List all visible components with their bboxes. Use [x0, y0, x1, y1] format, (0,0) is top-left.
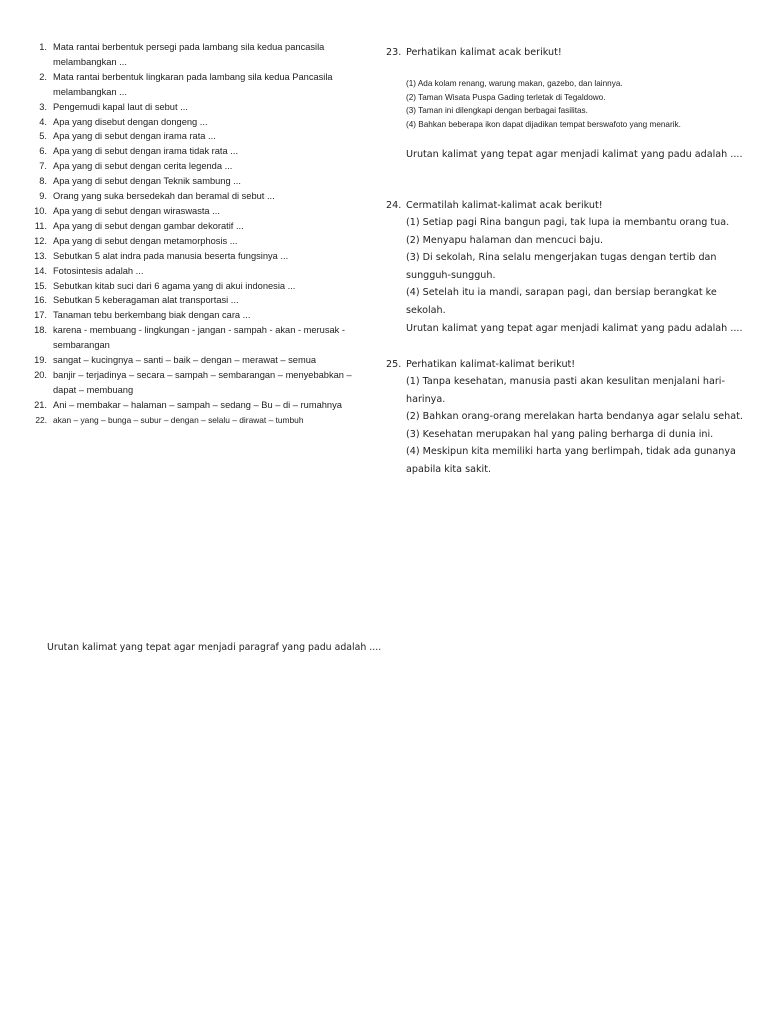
- question-number: 23.: [386, 47, 402, 58]
- question-24: [386, 197, 746, 337]
- question-item: [28, 293, 364, 308]
- question-item: [28, 115, 364, 130]
- sentence: (2) Menyapu halaman dan mencuci baju.: [406, 234, 604, 246]
- question-item: [28, 413, 364, 428]
- question-number: 17.: [34, 310, 47, 321]
- question-text: Sebutkan 5 alat indra pada manusia beserta fungsinya ...: [53, 250, 289, 261]
- question-item: [28, 204, 364, 219]
- question-number: 14.: [34, 265, 47, 276]
- question-item: [28, 368, 364, 398]
- sentence: (3) Kesehatan merupakan hal yang paling berharga di dunia ini.: [406, 428, 714, 440]
- question-item: [28, 308, 364, 323]
- sentence: (4) Setelah itu ia mandi, sarapan pagi, dan bersiap berangkat ke sekolah.: [406, 287, 717, 316]
- question-item: [28, 159, 364, 174]
- question-item: [28, 279, 364, 294]
- sentence: (3) Di sekolah, Rina selalu mengerjakan tugas dengan tertib dan sungguh-sungguh.: [406, 252, 717, 281]
- question-number: 6.: [39, 146, 47, 157]
- question-text: Mata rantai berbentuk lingkaran pada lambang sila kedua Pancasila melambangkan ...: [53, 71, 333, 97]
- question-number: 7.: [39, 161, 47, 172]
- question-text: Apa yang di sebut dengan metamorphosis ...: [53, 235, 238, 246]
- question-title: Cermatilah kalimat-kalimat acak berikut!: [406, 200, 603, 211]
- question-text: Mata rantai berbentuk persegi pada lambang sila kedua pancasila melambangkan ...: [53, 42, 325, 67]
- question-text: Apa yang di sebut dengan irama tidak rata ...: [53, 146, 239, 157]
- question-item: [28, 249, 364, 264]
- question-item: [28, 264, 364, 279]
- question-text: Apa yang di sebut dengan irama rata ...: [53, 131, 216, 142]
- sentence: (4) Bahkan beberapa ikon dapat dijadikan tempat berswafoto yang menarik.: [406, 119, 681, 129]
- question-item: [28, 70, 364, 100]
- question-number: 4.: [39, 116, 47, 127]
- question-text: Orang yang suka bersedekah dan beramal di sebut ...: [53, 191, 275, 202]
- question-text: Sebutkan kitab suci dari 6 agama yang di akui indonesia ...: [53, 280, 296, 291]
- question-number: 22.: [35, 414, 47, 425]
- question-item: [28, 100, 364, 115]
- question-number: 8.: [39, 176, 47, 187]
- question-number: 13.: [34, 250, 47, 261]
- question-item: [28, 398, 364, 413]
- question-text: Fotosintesis adalah ...: [53, 265, 144, 276]
- question-25: [386, 356, 746, 479]
- sentence-list: [406, 77, 746, 131]
- question-number: 24.: [386, 200, 402, 211]
- question-text: karena - membuang - lingkungan - jangan - sampah - akan - merusak - sembarangan: [53, 325, 345, 351]
- question-item: [28, 174, 364, 189]
- question-item: [28, 323, 364, 353]
- question-number: 18.: [34, 325, 47, 336]
- paragraph-instruction: Urutan kalimat yang tepat agar menjadi paragraf yang padu adalah ....: [47, 642, 382, 653]
- question-item: [28, 353, 364, 368]
- sentence: (3) Taman ini dilengkapi dengan berbagai fasilitas.: [406, 106, 588, 115]
- question-number: 16.: [34, 295, 47, 306]
- question-number: 19.: [34, 355, 47, 366]
- question-number: 15.: [34, 280, 47, 291]
- question-number: 25.: [386, 359, 402, 370]
- question-item: [28, 40, 364, 70]
- question-number: 12.: [34, 235, 47, 246]
- question-text: Apa yang di sebut dengan Teknik sambung ...: [53, 176, 241, 187]
- question-item: [28, 219, 364, 234]
- question-number: 10.: [34, 205, 47, 216]
- question-text: Apa yang di sebut dengan wiraswasta ...: [53, 205, 220, 216]
- question-number: 1.: [39, 42, 47, 52]
- question-item: [28, 144, 364, 159]
- question-text: Apa yang disebut dengan dongeng ...: [53, 116, 208, 127]
- question-number: 11.: [34, 220, 47, 231]
- sentence: (1) Setiap pagi Rina bangun pagi, tak lupa ia membantu orang tua.: [406, 217, 730, 228]
- question-number: 21.: [34, 399, 47, 410]
- question-text: sangat – kucingnya – santi – baik – dengan – merawat – semua: [53, 355, 317, 366]
- question-title: Perhatikan kalimat acak berikut!: [406, 47, 562, 58]
- question-text: Tanaman tebu berkembang biak dengan cara ...: [53, 310, 251, 321]
- question-item: [28, 234, 364, 249]
- question-item: [28, 189, 364, 204]
- question-instruction: Urutan kalimat yang tepat agar menjadi kalimat yang padu adalah ....: [406, 322, 743, 334]
- sentence: (2) Bahkan orang-orang merelakan harta bendanya agar selalu sehat.: [406, 411, 743, 423]
- question-number: 3.: [39, 101, 47, 112]
- sentence: (1) Ada kolam renang, warung makan, gazebo, dan lainnya.: [406, 79, 623, 88]
- sentence: (2) Taman Wisata Puspa Gading terletak di Tegaldowo.: [406, 92, 606, 102]
- question-title: Perhatikan kalimat-kalimat berikut!: [406, 359, 576, 370]
- question-number: 2.: [39, 71, 47, 82]
- question-item: [28, 129, 364, 144]
- left-column: [28, 40, 364, 428]
- question-23: [386, 44, 746, 164]
- question-text: Sebutkan 5 keberagaman alat transportasi ...: [53, 295, 239, 306]
- question-list: [28, 40, 364, 428]
- question-text: Apa yang di sebut dengan gambar dekoratif ...: [53, 220, 244, 231]
- question-number: 9.: [39, 191, 47, 202]
- question-text: akan – yang – bunga – subur – dengan – selalu – dirawat – tumbuh: [53, 414, 304, 425]
- question-instruction: Urutan kalimat yang tepat agar menjadi kalimat yang padu adalah ....: [406, 149, 743, 160]
- sentence: (1) Tanpa kesehatan, manusia pasti akan kesulitan menjalani hari-harinya.: [406, 376, 725, 405]
- question-text: Ani – membakar – halaman – sampah – sedang – Bu – di – rumahnya: [53, 399, 342, 410]
- sentence: (4) Meskipun kita memiliki harta yang berlimpah, tidak ada gunanya apabila kita sakit.: [406, 446, 736, 475]
- question-number: 20.: [34, 369, 47, 380]
- question-text: Apa yang di sebut dengan cerita legenda ...: [53, 161, 233, 172]
- question-text: banjir – terjadinya – secara – sampah – sembarangan – menyebabkan – dapat – membuang: [53, 369, 352, 395]
- question-text: Pengemudi kapal laut di sebut ...: [53, 101, 188, 112]
- question-number: 5.: [39, 131, 47, 142]
